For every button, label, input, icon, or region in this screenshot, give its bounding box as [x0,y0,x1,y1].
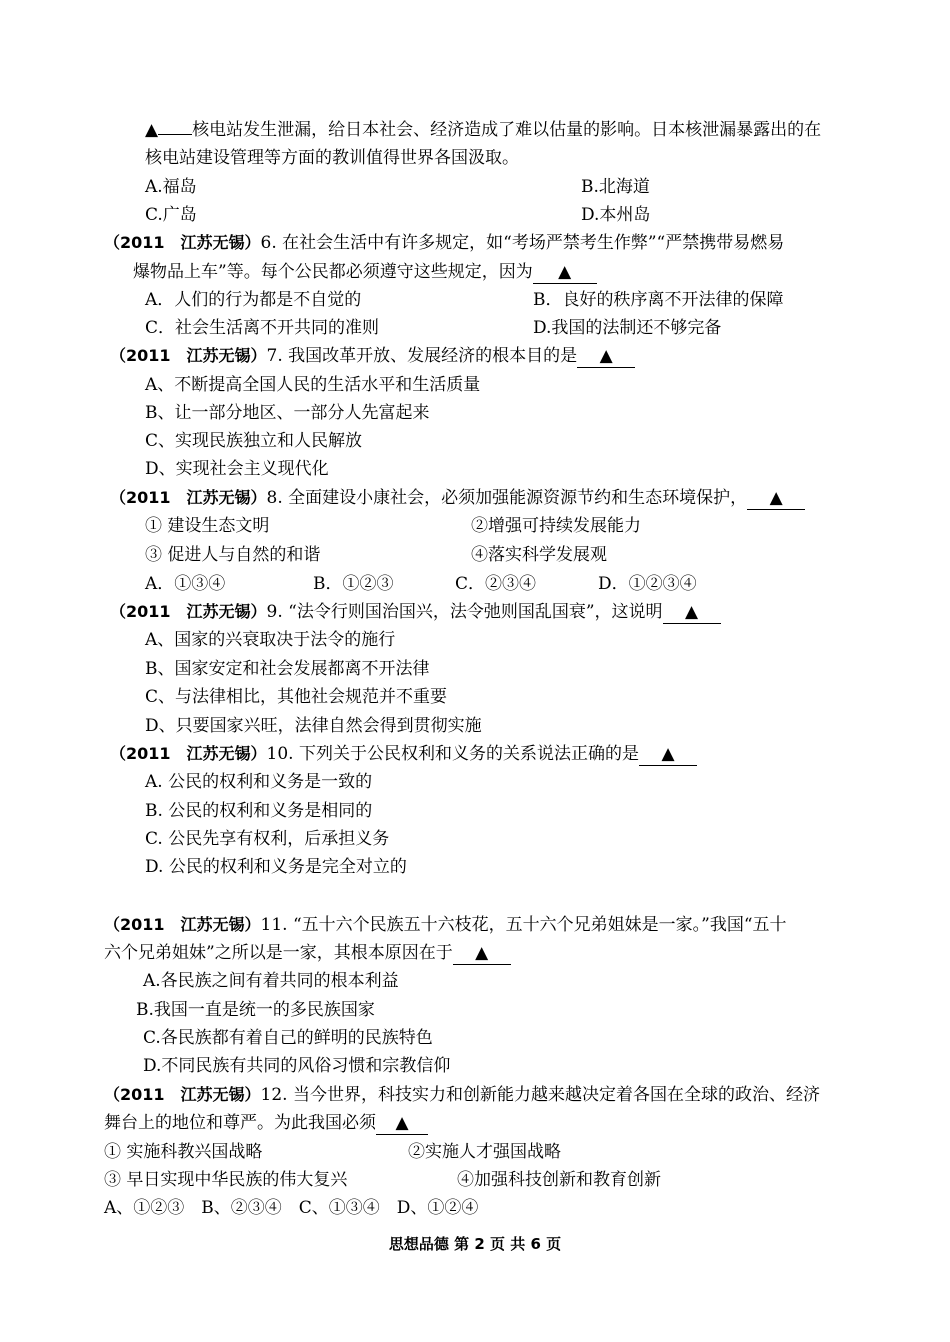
q11-answer-blank: ▲ [453,942,511,965]
q7-answer-blank: ▲ [577,345,635,368]
q11-option-a: A.各民族之间有着共同的根本利益 [143,971,399,991]
q8-answer-blank: ▲ [747,487,805,510]
q10-option-c: C. 公民先享有权利，后承担义务 [145,829,390,849]
q8-stem: （2011 江苏无锡）8. 全面建设小康社会，必须加强能源资源节约和生态环境保护， ▲ [110,484,805,512]
q6-answer-blank: ▲ [533,261,597,284]
q10-answer-blank: ▲ [639,743,697,766]
q8-item-3: ③ 促进人与自然的和谐 [145,545,321,565]
q5-stem-line2: 核电站建设管理等方面的教训值得世界各国汲取。 [145,148,519,168]
q11-option-b: B.我国一直是统一的多民族国家 [136,1000,375,1020]
q12-item-1: ① 实施科教兴国战略 [104,1142,263,1162]
q9-stem: （2011 江苏无锡）9. “法令行则国治国兴，法令弛则国乱国衰”，这说明 ▲ [110,598,721,626]
q10-option-b: B. 公民的权利和义务是相同的 [145,801,373,821]
q11-stem-line1: （2011 江苏无锡）11. “五十六个民族五十六枝花，五十六个兄弟姐妹是一家。”我国“五十 [104,915,787,935]
q8-option-b: B．①②③ [313,574,394,594]
q12-stem-line1: （2011 江苏无锡）12. 当今世界，科技实力和创新能力越来越决定着各国在全球的政治、经济 [104,1085,820,1105]
q7-stem: （2011 江苏无锡）7. 我国改革开放、发展经济的根本目的是 ▲ [110,342,635,370]
q9-option-b: B、国家安定和社会发展都离不开法律 [145,659,430,679]
q7-option-b: B、让一部分地区、一部分人先富起来 [145,403,430,423]
q6-option-a: A．人们的行为都是不自觉的 [145,290,362,310]
q8-option-a: A．①③④ [145,574,226,594]
q5-option-d: D.本州岛 [581,205,651,225]
q6-option-b: B．良好的秩序离不开法律的保障 [533,290,784,310]
q12-answer-blank: ▲ [376,1112,428,1135]
q10-option-d: D. 公民的权利和义务是完全对立的 [145,857,407,877]
q8-item-2: ②增强可持续发展能力 [471,516,641,536]
q6-source-tag: （2011 江苏无锡） [104,233,261,252]
q11-option-c: C.各民族都有着自己的鲜明的民族特色 [143,1028,433,1048]
q6-option-c: C．社会生活离不开共同的准则 [145,318,380,338]
q12-answer-options: A、①②③ B、②③④ C、①③④ D、①②④ [104,1198,479,1218]
q7-option-a: A、不断提高全国人民的生活水平和生活质量 [145,375,481,395]
q12-item-3: ③ 早日实现中华民族的伟大复兴 [104,1170,348,1190]
q6-option-d: D.我国的法制还不够完备 [533,318,722,338]
q9-option-a: A、国家的兴衰取决于法令的施行 [145,630,396,650]
q11-option-d: D.不同民族有共同的风俗习惯和宗教信仰 [143,1056,451,1076]
q7-option-d: D、实现社会主义现代化 [145,459,329,479]
q12-item-2: ②实施人才强国战略 [408,1142,561,1162]
q9-source-tag: （2011 江苏无锡） [110,602,267,621]
q11-stem-line2: 六个兄弟姐妹”之所以是一家，其根本原因在于 ▲ [104,939,511,967]
q8-option-d: D．①②③④ [598,574,697,594]
q8-item-4: ④落实科学发展观 [471,545,607,565]
q8-option-c: C．②③④ [455,574,537,594]
q9-option-c: C、与法律相比，其他社会规范并不重要 [145,687,448,707]
q6-stem-line1: （2011 江苏无锡）6. 在社会生活中有许多规定，如“考场严禁考生作弊”“严禁携带易燃易 [104,233,785,253]
q9-answer-blank: ▲ [663,601,721,624]
page-footer: 思想品德 第 2 页 共 6 页 [388,1235,562,1253]
q8-item-1: ① 建设生态文明 [145,516,270,536]
q8-source-tag: （2011 江苏无锡） [110,488,267,507]
q11-source-tag: （2011 江苏无锡） [104,915,261,934]
q12-source-tag: （2011 江苏无锡） [104,1085,261,1104]
q10-stem: （2011 江苏无锡）10. 下列关于公民权利和义务的关系说法正确的是 ▲ [110,740,697,768]
q7-source-tag: （2011 江苏无锡） [110,346,267,365]
q10-source-tag: （2011 江苏无锡） [110,744,267,763]
q6-stem-line2: 爆物品上车”等。每个公民都必须遵守这些规定，因为 ▲ [133,258,597,286]
q9-option-d: D、只要国家兴旺，法律自然会得到贯彻实施 [145,716,482,736]
q12-item-4: ④加强科技创新和教育创新 [457,1170,661,1190]
q5-option-b: B.北海道 [581,177,650,197]
q5-option-c: C.广岛 [145,205,197,225]
q12-stem-line2: 舞台上的地位和尊严。为此我国必须 ▲ [104,1109,428,1137]
q5-blank: ▲ [145,120,159,140]
q10-option-a: A. 公民的权利和义务是一致的 [145,772,373,792]
q5-stem-line1: ▲ 核电站发生泄漏，给日本社会、经济造成了难以估量的影响。日本核泄漏暴露出的在 [145,120,822,140]
q7-option-c: C、实现民族独立和人民解放 [145,431,363,451]
q5-option-a: A.福岛 [145,177,197,197]
